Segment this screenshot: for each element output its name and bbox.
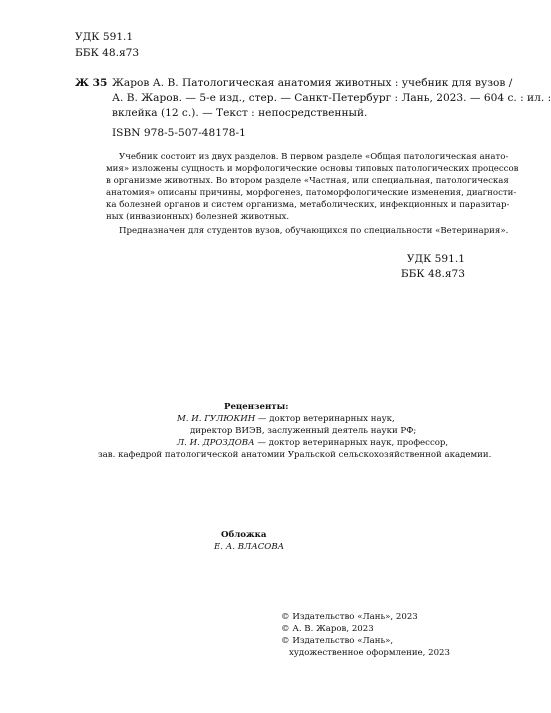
copyright-line-2: © А. В. Жаров, 2023 (281, 624, 374, 634)
annotation-line-2: мия» изложены сущность и морфологические основы типовых патологических процессов (106, 164, 519, 174)
author-mark: Ж 35 (75, 77, 108, 89)
cover-designer-name: Е. А. ВЛАСОВА (214, 542, 285, 552)
reviewers-heading: Рецензенты: (224, 402, 289, 412)
reviewer-2-line-1 (177, 438, 448, 450)
annotation-purpose: Предназначен для студентов вузов, обучающихся по специальности «Ветеринария». (119, 226, 509, 236)
isbn: ISBN 978-5-507-48178-1 (112, 127, 246, 139)
udk-code: УДК 591.1 (75, 31, 134, 43)
copyright-line-3: © Издательство «Лань», (281, 636, 394, 646)
annotation-line-4: анатомия» описаны причины, морфогенез, патоморфологические изменения, диагности- (106, 188, 517, 198)
annotation-line-3: в организме животных. Во втором разделе «Частная, или специальная, патологическая (106, 176, 509, 186)
biblio-line-2: А. В. Жаров. — 5-е изд., стер. — Санкт-Петербург : Лань, 2023. — 604 с. : ил. : (112, 92, 551, 104)
annotation-line-1: Учебник состоит из двух разделов. В первом разделе «Общая патологическая анато- (119, 152, 509, 162)
reviewer-1-name: М. И. ГУЛЮКИН (177, 414, 256, 424)
biblio-line-3: вклейка (12 с.). — Текст : непосредственный. (112, 107, 368, 119)
copyright-line-4: художественное оформление, 2023 (289, 648, 450, 658)
reviewer-1-title: — доктор ветеринарных наук, (255, 414, 395, 424)
reviewer-2-line-2: зав. кафедрой патологической анатомии Уральской сельскохозяйственной академии. (98, 450, 492, 460)
bbk-code: ББК 48.я73 (75, 47, 140, 59)
reviewer-2-title: — доктор ветеринарных наук, профессор, (254, 438, 449, 448)
cover-heading: Обложка (221, 530, 267, 540)
annotation-line-5: ка болезней органов и систем организма, метаболических, инфекционных и паразитар- (106, 200, 510, 210)
copyright-line-1: © Издательство «Лань», 2023 (281, 612, 418, 622)
reviewer-1-line-2: директор ВИЭВ, заслуженный деятель науки РФ; (190, 426, 417, 436)
udk-code-right: УДК 591.1 (406, 253, 465, 265)
biblio-line-1: Жаров А. В. Патологическая анатомия животных : учебник для вузов / (112, 77, 513, 89)
reviewer-2-name: Л. И. ДРОЗДОВА (177, 438, 255, 448)
reviewer-1-line-1 (177, 414, 395, 426)
bbk-code-right: ББК 48.я73 (400, 268, 465, 280)
annotation-line-6: ных (инвазионных) болезней животных. (106, 212, 290, 222)
